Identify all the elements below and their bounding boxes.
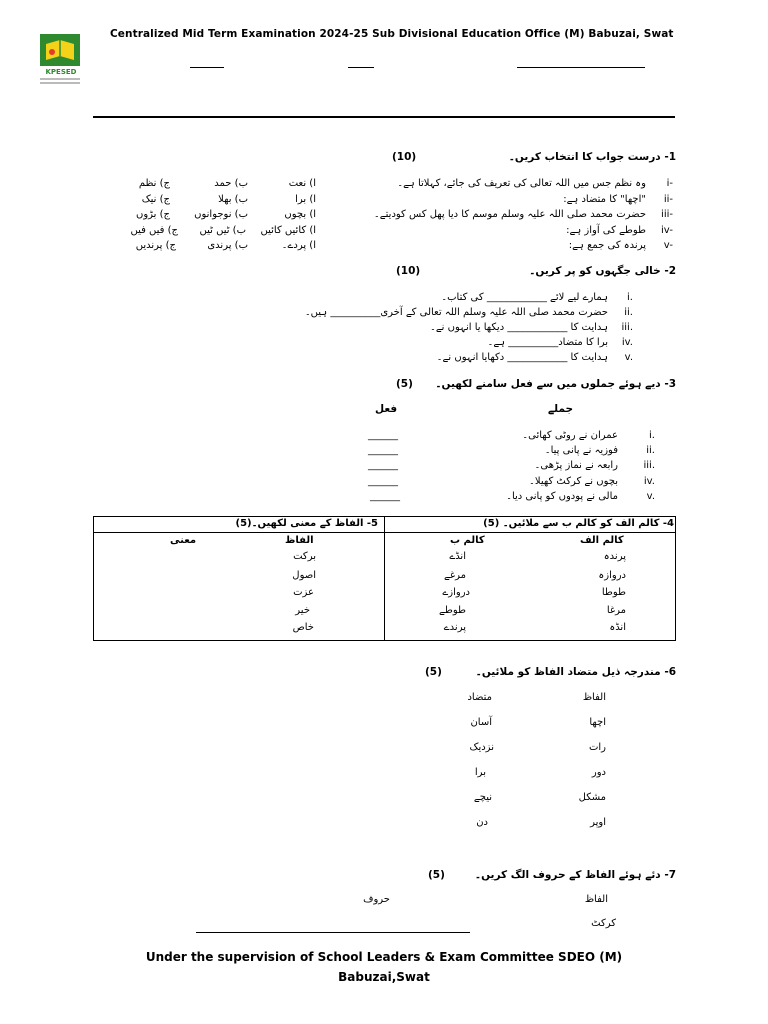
q4-col-b-item: انڈے [449,551,466,562]
footer-line-1: Under the supervision of School Leaders & Exam Committee SDEO (M) [145,950,623,964]
q2-num: ii. [624,307,633,318]
q1-num: iii- [661,209,673,220]
q2-num: i. [627,292,633,303]
q7-word: کرکٹ [591,918,616,929]
q3-sentence: عمران نے روٹی کھائی۔ [522,430,618,441]
q3-answer-blank[interactable]: ______ [368,430,398,441]
q4-col-b-item: طوطے [439,605,466,616]
q3-sentence: فوزیہ نے پانی پیا۔ [544,445,618,456]
q6-opposite: نزدیک [469,742,494,753]
q4-col-b-header: کالم ب [450,535,485,546]
q1-option-b: ب) ٹیں ٹیں [199,225,246,236]
blank-line [190,67,224,68]
q1-option-b: ب) پرندی [207,240,248,251]
q6-word: اوپر [590,817,606,828]
q1-option-a: ا) نعت [288,178,316,189]
q4-col-a-item: پرندہ [603,551,626,562]
q6-opposite: دن [476,817,488,828]
q2-num: v. [624,352,633,363]
q6-word: دور [591,767,606,778]
q5-col-words-header: الفاظ [285,535,314,546]
q3-heading: 3- دیے ہوئے جملوں میں سے فعل سامنے لکھیں۔ [435,378,676,390]
q2-sentence: برا کا متضاد__________ ہے۔ [487,337,608,348]
q6-word: رات [588,742,606,753]
q3-num: iv. [643,476,655,487]
q1-option-a: ا) پردے۔ [281,240,316,251]
q6-word: اچھا [589,717,606,728]
q6-heading: 6- مندرجہ ذیل متضاد الفاظ کو ملائیں۔ [475,666,676,678]
q4-col-a-item: دروازہ [598,570,626,581]
q1-marks: (10) [392,151,417,163]
q3-sentence: بچوں نے کرکٹ کھیلا۔ [529,476,618,487]
q1-num: v- [663,240,673,251]
q1-option-b: ب) نوجوانوں [194,209,248,220]
q6-opposite: برا [474,767,486,778]
q6-col-words: الفاظ [582,692,606,703]
logo-text: KPESED [45,68,77,76]
q3-answer-blank[interactable]: ______ [370,491,400,502]
q6-marks: (5) [425,666,442,678]
table-divider [384,516,385,640]
q3-answer-blank[interactable]: ______ [368,460,398,471]
q2-heading: 2- خالی جگہوں کو پر کریں۔ [529,265,676,277]
q1-option-b: ب) بھلا [218,194,248,205]
q7-answer-line[interactable] [196,932,470,933]
blank-line [348,67,374,68]
blank-line [517,67,645,68]
q3-num: i. [649,430,655,441]
q5-word: عزت [293,587,314,598]
kpesed-logo [38,32,84,92]
q4-col-b-item: دروازے [442,587,470,598]
q5-word: خاص [292,622,314,633]
q3-answer-blank[interactable]: ______ [368,476,398,487]
footer-line-2: Babuzai,Swat [338,970,430,984]
q2-sentence: ہمارے لیے لائے ____________ کی کتاب۔ [441,292,608,303]
q3-num: iii. [643,460,655,471]
q6-opposite: نیچے [473,792,492,803]
q7-col-words: الفاظ [584,894,608,905]
q1-option-c: ج) فیں فیں [130,225,178,236]
q6-opposite: آسان [470,717,492,728]
q4-col-a-header: کالم الف [580,535,624,546]
q1-num: i- [666,178,673,189]
q3-num: ii. [646,445,655,456]
q4-col-b-item: مرغے [444,570,466,581]
q1-option-b: ب) حمد [214,178,248,189]
q4-col-a-item: انڈہ [609,622,626,633]
q7-heading: 7- دئے ہوئے الفاظ کے حروف الگ کریں۔ [474,869,676,881]
q4-col-a-item: طوطا [601,587,626,598]
q6-word: مشکل [578,792,606,803]
q3-col-sentences: جملے [548,403,574,415]
q1-question: وہ نظم جس میں اللہ تعالی کی تعریف کی جائے، کہلاتا ہے۔ [397,178,646,189]
q5-word: برکت [293,551,316,562]
q3-marks: (5) [396,378,413,390]
q1-question: "اچھا" کا متضاد ہے: [563,194,646,205]
q3-col-verb: فعل [375,403,398,415]
q5-word: خیر [295,605,310,616]
q4-col-b-item: پرندے [443,622,466,633]
q5-heading: 5- الفاظ کے معنی لکھیں۔(5) [235,518,378,529]
q4-heading: 4- کالم الف کو کالم ب سے ملائیں۔ (5) [483,518,674,529]
q1-question: طوطے کی آواز ہے: [566,225,646,236]
q1-option-c: ج) نیک [141,194,170,205]
q3-sentence: رابعہ نے نماز پڑھی۔ [534,460,618,471]
q4-col-a-item: مرغا [606,605,626,616]
q1-question: حضرت محمد صلی اللہ علیہ وسلم موسم کا دیا پھل کس کودیتے۔ [373,209,646,220]
q1-option-a: ا) بچوں [284,209,316,220]
q2-num: iii. [621,322,633,333]
q1-option-c: ج) بڑوں [135,209,170,220]
q7-marks: (5) [428,869,445,881]
q2-sentence: حضرت محمد صلی اللہ علیہ وسلم اللہ تعالی کے آخری__________ ہیں۔ [304,307,608,318]
q1-question: پرندہ کی جمع ہے: [568,240,646,251]
q3-num: v. [646,491,655,502]
header-divider [93,116,675,118]
q1-option-c: ج) پرندیں [135,240,176,251]
q1-option-a: ا) کائیں کائیں [260,225,316,236]
q1-heading: 1- درست جواب کا انتخاب کریں۔ [508,151,676,163]
q5-word: اصول [292,570,316,581]
q2-sentence: ہدایت کا ____________ دکھایا انہوں نے۔ [436,352,608,363]
exam-title: Centralized Mid Term Examination 2024-25 Sub Divisional Education Office (M) Babuzai, Swat [110,28,674,40]
table-divider [93,532,675,533]
q2-sentence: ہدایت کا ____________ دیکھا یا انہوں نے۔ [429,322,608,333]
q6-col-opposites: متضاد [467,692,492,703]
q2-num: iv. [621,337,633,348]
q3-answer-blank[interactable]: ______ [368,445,398,456]
q1-num: ii- [663,194,673,205]
q1-option-a: ا) برا [295,194,316,205]
q2-marks: (10) [396,265,421,277]
q5-col-meaning-header: معنی [170,535,197,546]
q7-col-letters: حروف [363,894,390,905]
q1-option-c: ج) نظم [138,178,170,189]
q1-num: iv- [660,225,673,236]
q3-sentence: مالی نے پودوں کو پانی دیا۔ [506,491,618,502]
